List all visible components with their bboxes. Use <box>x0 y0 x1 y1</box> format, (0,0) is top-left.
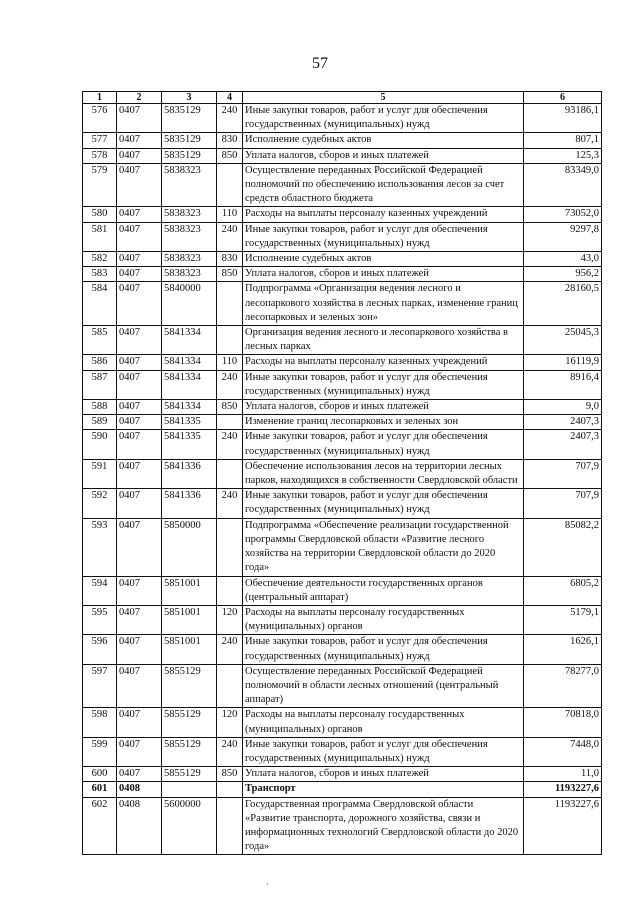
section-code-cell: 0407 <box>117 576 162 605</box>
column-header: 5 <box>243 92 524 104</box>
section-code-cell: 0408 <box>117 797 162 855</box>
table-row <box>83 370 602 399</box>
table-row <box>83 576 602 605</box>
section-code-cell: 0407 <box>117 148 162 163</box>
item-name-cell: Расходы на выплаты персоналу государственных (муниципальных) органов <box>243 605 524 634</box>
target-code-cell <box>162 782 217 797</box>
target-code-cell: 5841335 <box>162 430 217 459</box>
item-name-cell: Расходы на выплаты персоналу государственных (муниципальных) органов <box>243 708 524 737</box>
section-code-cell: 0408 <box>117 782 162 797</box>
amount-cell: 807,1 <box>524 133 602 148</box>
target-code-cell: 5855129 <box>162 664 217 708</box>
expense-type-cell: 830 <box>217 133 243 148</box>
item-name-cell: Осуществление переданных Российской Федерацией полномочий в области лесных отношений (центральный аппарат) <box>243 664 524 708</box>
row-number-cell: 589 <box>83 415 117 430</box>
table-body <box>83 104 602 855</box>
item-name-cell: Исполнение судебных актов <box>243 252 524 267</box>
item-name-cell: Расходы на выплаты персоналу казенных учреждений <box>243 355 524 370</box>
table-row <box>83 163 602 207</box>
row-number-cell: 578 <box>83 148 117 163</box>
expense-type-cell <box>217 518 243 576</box>
amount-cell: 125,3 <box>524 148 602 163</box>
amount-cell: 83349,0 <box>524 163 602 207</box>
table-row <box>83 459 602 488</box>
expense-type-cell <box>217 459 243 488</box>
column-header: 2 <box>117 92 162 104</box>
item-name-cell: Иные закупки товаров, работ и услуг для обеспечения государственных (муниципальных) нужд <box>243 370 524 399</box>
item-name-cell: Исполнение судебных актов <box>243 133 524 148</box>
section-code-cell: 0407 <box>117 222 162 251</box>
row-number-cell: 595 <box>83 605 117 634</box>
table-row <box>83 415 602 430</box>
row-number-cell: 586 <box>83 355 117 370</box>
item-name-cell: Иные закупки товаров, работ и услуг для обеспечения государственных (муниципальных) нужд <box>243 430 524 459</box>
amount-cell: 28160,5 <box>524 282 602 326</box>
item-name-cell: Иные закупки товаров, работ и услуг для обеспечения государственных (муниципальных) нужд <box>243 489 524 518</box>
item-name-cell: Расходы на выплаты персоналу казенных учреждений <box>243 207 524 222</box>
section-code-cell: 0407 <box>117 605 162 634</box>
table-row <box>83 400 602 415</box>
section-code-cell: 0407 <box>117 415 162 430</box>
section-code-cell: 0407 <box>117 489 162 518</box>
column-header: 4 <box>217 92 243 104</box>
expense-type-cell <box>217 664 243 708</box>
table-row <box>83 635 602 664</box>
amount-cell: 1193227,6 <box>524 797 602 855</box>
row-number-cell: 588 <box>83 400 117 415</box>
row-number-cell: 597 <box>83 664 117 708</box>
expense-type-cell: 240 <box>217 489 243 518</box>
table-row <box>83 605 602 634</box>
expense-type-cell: 110 <box>217 355 243 370</box>
section-code-cell: 0407 <box>117 708 162 737</box>
amount-cell: 6805,2 <box>524 576 602 605</box>
item-name-cell: Организация ведения лесного и лесопаркового хозяйства в лесных парках <box>243 326 524 355</box>
item-name-cell: Подпрограмма «Организация ведения лесного и лесопаркового хозяйства в лесных парках, изменение границ лесопарковых и зеленых зон» <box>243 282 524 326</box>
expense-type-cell <box>217 797 243 855</box>
section-code-cell: 0407 <box>117 355 162 370</box>
row-number-cell: 591 <box>83 459 117 488</box>
target-code-cell: 5841334 <box>162 400 217 415</box>
table-row <box>83 252 602 267</box>
item-name-cell: Иные закупки товаров, работ и услуг для обеспечения государственных (муниципальных) нужд <box>243 104 524 133</box>
section-code-cell: 0407 <box>117 267 162 282</box>
target-code-cell: 5840000 <box>162 282 217 326</box>
section-code-cell: 0407 <box>117 326 162 355</box>
row-number-cell: 579 <box>83 163 117 207</box>
expense-type-cell: 850 <box>217 267 243 282</box>
item-name-cell: Подпрограмма «Обеспечение реализации государственной программы Свердловской области «Развитие лесного хозяйства на территории Свердловской области до 2020 года» <box>243 518 524 576</box>
expense-type-cell <box>217 782 243 797</box>
row-number-cell: 582 <box>83 252 117 267</box>
row-number-cell: 602 <box>83 797 117 855</box>
target-code-cell: 5841336 <box>162 489 217 518</box>
section-code-cell: 0407 <box>117 664 162 708</box>
section-code-cell: 0407 <box>117 635 162 664</box>
column-header: 6 <box>524 92 602 104</box>
section-code-cell: 0407 <box>117 737 162 766</box>
expense-type-cell: 850 <box>217 400 243 415</box>
expense-type-cell: 120 <box>217 708 243 737</box>
expense-type-cell <box>217 282 243 326</box>
section-code-cell: 0407 <box>117 459 162 488</box>
expense-type-cell: 830 <box>217 252 243 267</box>
page-number: 57 <box>312 55 328 72</box>
table-row <box>83 489 602 518</box>
item-name-cell: Обеспечение использования лесов на территории лесных парков, находящихся в собственности Свердловской области <box>243 459 524 488</box>
row-number-cell: 599 <box>83 737 117 766</box>
target-code-cell: 5855129 <box>162 708 217 737</box>
table-row <box>83 222 602 251</box>
item-name-cell: Уплата налогов, сборов и иных платежей <box>243 400 524 415</box>
row-number-cell: 580 <box>83 207 117 222</box>
budget-table <box>82 91 602 855</box>
row-number-cell: 576 <box>83 104 117 133</box>
section-code-cell: 0407 <box>117 518 162 576</box>
section-code-cell: 0407 <box>117 370 162 399</box>
item-name-cell: Иные закупки товаров, работ и услуг для обеспечения государственных (муниципальных) нужд <box>243 222 524 251</box>
section-code-cell: 0407 <box>117 133 162 148</box>
table-row <box>83 133 602 148</box>
expense-type-cell <box>217 415 243 430</box>
expense-type-cell: 240 <box>217 635 243 664</box>
row-number-cell: 587 <box>83 370 117 399</box>
amount-cell: 2407,3 <box>524 430 602 459</box>
column-header: 3 <box>162 92 217 104</box>
table-row <box>83 207 602 222</box>
amount-cell: 956,2 <box>524 267 602 282</box>
target-code-cell: 5841334 <box>162 355 217 370</box>
scan-speck: · <box>266 880 269 889</box>
table-row <box>83 148 602 163</box>
expense-type-cell: 110 <box>217 207 243 222</box>
amount-cell: 11,0 <box>524 767 602 782</box>
target-code-cell: 5841336 <box>162 459 217 488</box>
expense-type-cell <box>217 326 243 355</box>
item-name-cell: Уплата налогов, сборов и иных платежей <box>243 767 524 782</box>
row-number-cell: 594 <box>83 576 117 605</box>
target-code-cell: 5851001 <box>162 605 217 634</box>
item-name-cell: Уплата налогов, сборов и иных платежей <box>243 267 524 282</box>
target-code-cell: 5851001 <box>162 576 217 605</box>
amount-cell: 1626,1 <box>524 635 602 664</box>
table-row <box>83 430 602 459</box>
item-name-cell: Обеспечение деятельности государственных органов (центральный аппарат) <box>243 576 524 605</box>
section-code-cell: 0407 <box>117 163 162 207</box>
table-row <box>83 518 602 576</box>
amount-cell: 8916,4 <box>524 370 602 399</box>
item-name-cell: Изменение границ лесопарковых и зеленых зон <box>243 415 524 430</box>
section-code-cell: 0407 <box>117 282 162 326</box>
target-code-cell: 5835129 <box>162 148 217 163</box>
amount-cell: 7448,0 <box>524 737 602 766</box>
amount-cell: 5179,1 <box>524 605 602 634</box>
table-row <box>83 355 602 370</box>
amount-cell: 78277,0 <box>524 664 602 708</box>
table-row <box>83 797 602 855</box>
item-name-cell: Иные закупки товаров, работ и услуг для обеспечения государственных (муниципальных) нужд <box>243 635 524 664</box>
target-code-cell: 5841335 <box>162 415 217 430</box>
amount-cell: 9297,8 <box>524 222 602 251</box>
amount-cell: 9,0 <box>524 400 602 415</box>
row-number-cell: 581 <box>83 222 117 251</box>
section-code-cell: 0407 <box>117 252 162 267</box>
table-row <box>83 782 602 797</box>
table-row <box>83 104 602 133</box>
target-code-cell: 5838323 <box>162 207 217 222</box>
section-code-cell: 0407 <box>117 767 162 782</box>
row-number-cell: 577 <box>83 133 117 148</box>
row-number-cell: 590 <box>83 430 117 459</box>
column-header: 1 <box>83 92 117 104</box>
expense-type-cell: 240 <box>217 430 243 459</box>
row-number-cell: 583 <box>83 267 117 282</box>
item-name-cell: Государственная программа Свердловской области «Развитие транспорта, дорожного хозяйства, связи и информационных технологий Свердловской области до 2020 года» <box>243 797 524 855</box>
target-code-cell: 5841334 <box>162 326 217 355</box>
expense-type-cell: 240 <box>217 104 243 133</box>
target-code-cell: 5838323 <box>162 163 217 207</box>
expense-type-cell: 850 <box>217 148 243 163</box>
target-code-cell: 5838323 <box>162 222 217 251</box>
table-row <box>83 326 602 355</box>
item-name-cell: Осуществление переданных Российской Федерацией полномочий по обеспечению использования лесов за счет средств областного бюджета <box>243 163 524 207</box>
expense-type-cell <box>217 163 243 207</box>
target-code-cell: 5600000 <box>162 797 217 855</box>
target-code-cell: 5838323 <box>162 252 217 267</box>
expense-type-cell: 240 <box>217 222 243 251</box>
amount-cell: 707,9 <box>524 459 602 488</box>
amount-cell: 43,0 <box>524 252 602 267</box>
table-row <box>83 708 602 737</box>
item-name-cell: Иные закупки товаров, работ и услуг для обеспечения государственных (муниципальных) нужд <box>243 737 524 766</box>
target-code-cell: 5835129 <box>162 104 217 133</box>
table-row <box>83 267 602 282</box>
target-code-cell: 5841334 <box>162 370 217 399</box>
expense-type-cell <box>217 576 243 605</box>
section-code-cell: 0407 <box>117 430 162 459</box>
target-code-cell: 5851001 <box>162 635 217 664</box>
section-code-cell: 0407 <box>117 400 162 415</box>
target-code-cell: 5850000 <box>162 518 217 576</box>
item-name-cell: Уплата налогов, сборов и иных платежей <box>243 148 524 163</box>
row-number-cell: 596 <box>83 635 117 664</box>
section-code-cell: 0407 <box>117 104 162 133</box>
amount-cell: 93186,1 <box>524 104 602 133</box>
row-number-cell: 598 <box>83 708 117 737</box>
row-number-cell: 584 <box>83 282 117 326</box>
amount-cell: 2407,3 <box>524 415 602 430</box>
expense-type-cell: 120 <box>217 605 243 634</box>
amount-cell: 73052,0 <box>524 207 602 222</box>
amount-cell: 1193227,6 <box>524 782 602 797</box>
expense-type-cell: 240 <box>217 370 243 399</box>
target-code-cell: 5855129 <box>162 737 217 766</box>
amount-cell: 25045,3 <box>524 326 602 355</box>
target-code-cell: 5855129 <box>162 767 217 782</box>
row-number-cell: 600 <box>83 767 117 782</box>
table-row <box>83 767 602 782</box>
table-row <box>83 282 602 326</box>
expense-type-cell: 240 <box>217 737 243 766</box>
amount-cell: 85082,2 <box>524 518 602 576</box>
row-number-cell: 601 <box>83 782 117 797</box>
target-code-cell: 5838323 <box>162 267 217 282</box>
expense-type-cell: 850 <box>217 767 243 782</box>
row-number-cell: 585 <box>83 326 117 355</box>
item-name-cell: Транспорт <box>243 782 524 797</box>
target-code-cell: 5835129 <box>162 133 217 148</box>
row-number-cell: 593 <box>83 518 117 576</box>
amount-cell: 70818,0 <box>524 708 602 737</box>
table-header-row <box>83 92 602 104</box>
table-row <box>83 737 602 766</box>
amount-cell: 707,9 <box>524 489 602 518</box>
amount-cell: 16119,9 <box>524 355 602 370</box>
section-code-cell: 0407 <box>117 207 162 222</box>
row-number-cell: 592 <box>83 489 117 518</box>
table-row <box>83 664 602 708</box>
